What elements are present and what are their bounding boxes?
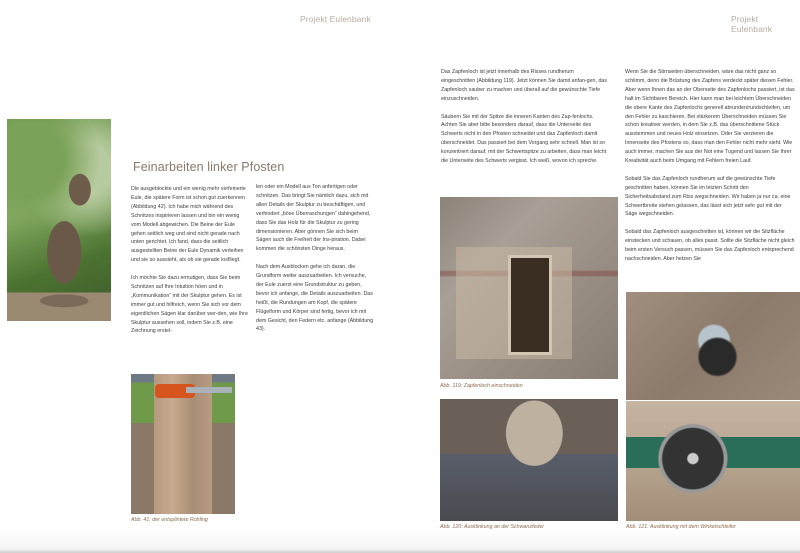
paragraph: Sobald das Zapfenloch ausgeschnitten ist, können wir die Sitzfläche einstecken und schauen, ob alles passt. Sollte die Sitzfläche nicht gleich beim ersten Versuch passen, müssen Sie das Zapfenloch entsprechend nachschneiden. Aber hetzen Sie <box>625 229 795 262</box>
rohling-photo <box>131 374 235 514</box>
section-heading: Feinarbeiten linker Pfosten <box>133 160 285 174</box>
paragraph: Nach dem Ausblocken gehe ich daran, die Grundform weiter auszuarbeiten. Ich versuche, der Eule zuerst eine Grundstruktur zu geben, bevor ich anfange, die Details auszuarbeiten. Das heißt, die Rundungen am Kopf, die spätere Flügelform und Körper sind fertig, bevor ich mit dem Gesicht, den Federn etc. anfange (Abbildung 43). <box>256 264 374 333</box>
paragraph: Sobald Sie das Zapfenloch rundherum auf die gewünschte Tiefe geschnitten haben, können Sie im letzten Schritt den Sicherheitsabstand zum Riss wegschneiden. Wir haben ja nur ca. eine Schwertbreite stehen gelassen, das lässt sich jetzt sehr gut mit der Säge wegschneiden. <box>625 175 791 218</box>
paragraph: Ich möchte Sie dazu ermutigen, dass Sie beim Schnitzen auf Ihre Intuition höen und in „Kommunikation“ mit der Skulptur gehen. Es ist immer gut und hilfreich, wenn Sie sich vor dem eigentlichen Sägen klar darüber wer-den, wie Ihre Skulptur aussehen soll, indem Sie z.B. eine Zeichnung erstel- <box>131 275 248 335</box>
bottom-edge <box>0 549 800 553</box>
paragraph: Wenn Sie die Stirnseiten überschneiden, wäre das nicht ganz so schlimm, denn die Brüstung des Zapfens verdeckt später diesen Fehler. Aber wenn Ihnen das an der Oberseite des Zapfenlochs passiert, ist das halt im Sichtbaren Bereich. Hier kann man bei leichtem Überschneiden die obere Kante des Zapfenlochs generell abrunden/rundschleifen, um den Fehler zu kaschieren. Bei stärkerem Überschneiden müssen Sie schon kreativer werden, in dem Sie z.B. das überschnittene Stück ausstemmen und neues Holz einsetzen. Oder Sie verzieren die Innenseite des Pfostens so, dass man den Fehler nicht mehr sieht. Wie auch immer, machen Sie aus der Not eine Tugend und lassen Sie Ihrer Kreativität auch beim Umgang mit Fehlern freien Lauf. <box>625 69 795 165</box>
running-head-right: Projekt Eulenbank <box>731 14 773 34</box>
zapfenloch-photo <box>440 197 618 379</box>
running-head-left: Projekt Eulenbank <box>300 14 371 24</box>
owl-sculpture-photo <box>7 119 111 321</box>
left-column-2 <box>256 183 374 343</box>
figure-caption: Abb. 120: Ausklinkung an der Schwanzfeder <box>440 524 545 530</box>
right-column-1 <box>441 68 609 175</box>
figure-caption: Abb. 121: Ausklinkung mit dem Winkelschleifer <box>626 524 736 530</box>
left-column-1 <box>131 185 248 345</box>
bottom-shadow <box>0 530 800 549</box>
mortise-hole <box>508 255 552 355</box>
paragraph: Die ausgeblockte und ein wenig mehr verfeinerte Eule, die spätere Form ist schon gut zuerkennen (Abbildung 42). Ich habe mich während des Schnitzes inspirieren lassen und bin ein wenig vom Modell abgewichen. Die Beine der Eule gehen seitlich weg und sind nicht gerade nach unten gerichtet. Ich fand, dass die seitlich ausgestellten Beine der Eule Dynamik verleihen und sie so aussieht, als ob sie gerade losfliegt. <box>131 186 246 264</box>
figure-caption: Abb. 119: Zapfenloch einschneiden <box>440 383 523 389</box>
chainsaw-bar <box>186 387 232 393</box>
paragraph: Das Zapfenloch ist jetzt innerhalb des Risses rundherum eingeschnitten (Abbildung 119). Jetzt können Sie damit anfan-gen, das Zapfenloch sauber zu machen und überall auf die gewünschte Tiefe einzuschneiden. <box>441 69 607 102</box>
winkelschleifer-photo <box>626 401 800 521</box>
paragraph: len oder ein Modell aus Ton anfertigen oder schnitzen. Das bringt Sie nämlich dazu, sich mit allen Details der Skulptur zu beschäftigen, und verhindert „böse Überraschungen“ dahingehend, dass Sie das Holz für die Skulptur zu gering dimensionieren. Aber gönnen Sie sich beim Sägen auch die Freiheit der Ins-piration. Dabei kommen die schönsten Dinge heraus. <box>256 184 371 253</box>
right-column-2 <box>625 68 795 273</box>
figure-caption: Abb. 41: der entsplintete Rohling <box>131 517 208 523</box>
schwanzfeder-photo <box>440 399 618 521</box>
paragraph: Säubern Sie mit der Spitze die inneren Kanten des Zap-fenlochs. Achten Sie aber bitte besonders darauf, dass die Unterseite des Schwerts nicht in den Pfosten schneidet und das Zapfenloch damit überschneidet. Das passiert bei dem Vorgang sehr schnell. Man ist so konzentriert darauf, mit der Schwertspitze zu arbeiten, dass man leicht die Unterseite des Schwerts vergisst. Ich weiß, wovon ich spreche. <box>441 113 607 165</box>
winkelschleifer-top-photo <box>626 292 800 400</box>
